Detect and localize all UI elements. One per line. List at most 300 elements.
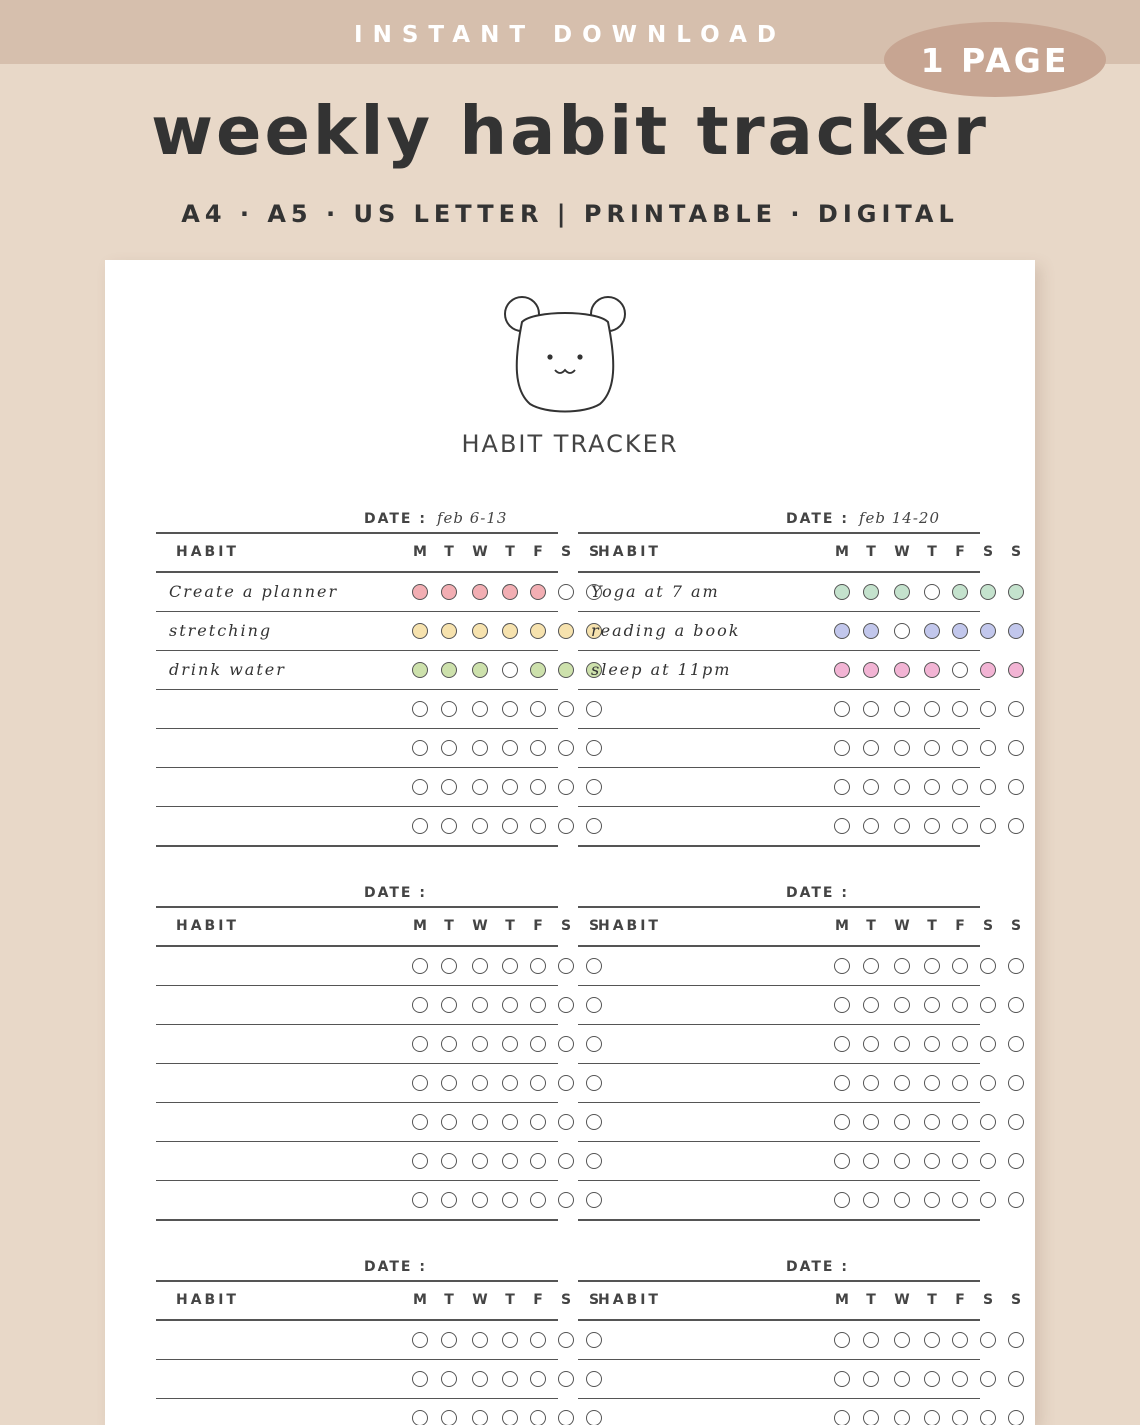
day-header: W	[894, 544, 910, 560]
habit-check-circle[interactable]	[441, 1371, 457, 1387]
habit-check-circle[interactable]	[894, 584, 910, 600]
habit-check-circle[interactable]	[1008, 997, 1024, 1013]
habit-column-header: HABIT	[598, 1292, 661, 1308]
habit-check-circle[interactable]	[980, 662, 996, 678]
habit-check-circle[interactable]	[952, 623, 968, 639]
page-title: weekly habit tracker	[151, 92, 989, 170]
habit-check-circle[interactable]	[412, 1371, 428, 1387]
habit-check-circle[interactable]	[924, 1192, 940, 1208]
habit-check-circle[interactable]	[530, 1371, 546, 1387]
habit-check-circle[interactable]	[441, 584, 457, 600]
habit-check-circle[interactable]	[472, 997, 488, 1013]
date-value[interactable]: feb 6-13	[436, 509, 508, 527]
habit-check-circle[interactable]	[924, 1371, 940, 1387]
habit-check-circle[interactable]	[894, 1192, 910, 1208]
day-header: S	[588, 918, 600, 934]
habit-check-circle[interactable]	[441, 1192, 457, 1208]
habit-check-circle[interactable]	[502, 1075, 518, 1091]
habit-check-circle[interactable]	[530, 1192, 546, 1208]
habit-check-circle[interactable]	[894, 1075, 910, 1091]
habit-name[interactable]: sleep at 11pm	[591, 660, 732, 679]
habit-check-circle[interactable]	[952, 1192, 968, 1208]
habit-check-circle[interactable]	[472, 623, 488, 639]
habit-check-circle[interactable]	[1008, 740, 1024, 756]
habit-check-circle[interactable]	[502, 997, 518, 1013]
habit-table	[156, 906, 600, 1221]
habit-column-header: HABIT	[176, 1292, 239, 1308]
habit-check-circle[interactable]	[952, 1332, 968, 1348]
habit-row	[156, 947, 558, 986]
habit-check-circle[interactable]	[502, 662, 518, 678]
habit-check-circle[interactable]	[834, 584, 850, 600]
habit-check-circle[interactable]	[472, 1332, 488, 1348]
habit-check-circle[interactable]	[412, 701, 428, 717]
day-header: W	[472, 918, 488, 934]
habit-check-circle[interactable]	[834, 662, 850, 678]
habit-check-circle[interactable]	[924, 1114, 940, 1130]
habit-check-circle[interactable]	[502, 958, 518, 974]
habit-check-circle[interactable]	[558, 1332, 574, 1348]
habit-check-circle[interactable]	[894, 1332, 910, 1348]
habit-check-circle[interactable]	[472, 818, 488, 834]
habit-check-circle[interactable]	[863, 1036, 879, 1052]
habit-row	[578, 807, 980, 845]
habit-check-circle[interactable]	[412, 1332, 428, 1348]
habit-check-circle[interactable]	[412, 1075, 428, 1091]
day-header: T	[505, 1292, 515, 1308]
habit-check-circle[interactable]	[558, 818, 574, 834]
habit-row	[578, 986, 980, 1025]
habit-check-circle[interactable]	[472, 1114, 488, 1130]
habit-check-circle[interactable]	[1008, 1153, 1024, 1169]
habit-check-circle[interactable]	[502, 1153, 518, 1169]
date-label: DATE :	[786, 885, 849, 901]
habit-check-circle[interactable]	[952, 779, 968, 795]
habit-check-circle[interactable]	[894, 1114, 910, 1130]
habit-check-circle[interactable]	[472, 662, 488, 678]
date-label: DATE :	[786, 1259, 849, 1275]
habit-check-circle[interactable]	[530, 1410, 546, 1425]
habit-check-circle[interactable]	[863, 623, 879, 639]
habit-check-circle[interactable]	[834, 818, 850, 834]
habit-check-circle[interactable]	[924, 662, 940, 678]
habit-check-circle[interactable]	[558, 701, 574, 717]
habit-check-circle[interactable]	[894, 818, 910, 834]
habit-row	[578, 1399, 980, 1425]
habit-check-circle[interactable]	[412, 584, 428, 600]
habit-check-circle[interactable]	[834, 740, 850, 756]
habit-row	[578, 573, 980, 612]
day-header: F	[533, 1292, 543, 1308]
habit-name[interactable]: Create a planner	[169, 582, 339, 601]
habit-check-circle[interactable]	[980, 1410, 996, 1425]
habit-check-circle[interactable]	[502, 740, 518, 756]
habit-row	[156, 1181, 558, 1219]
habit-check-circle[interactable]	[530, 958, 546, 974]
habit-check-circle[interactable]	[472, 1410, 488, 1425]
habit-check-circle[interactable]	[558, 623, 574, 639]
habit-check-circle[interactable]	[502, 1036, 518, 1052]
habit-check-circle[interactable]	[502, 1371, 518, 1387]
habit-check-circle[interactable]	[980, 818, 996, 834]
habit-check-circle[interactable]	[412, 662, 428, 678]
header-row	[156, 1282, 600, 1321]
habit-check-circle[interactable]	[863, 662, 879, 678]
habit-table	[578, 532, 1022, 847]
habit-check-circle[interactable]	[472, 1192, 488, 1208]
habit-check-circle[interactable]	[412, 958, 428, 974]
habit-check-circle[interactable]	[502, 1192, 518, 1208]
habit-check-circle[interactable]	[863, 1153, 879, 1169]
habit-check-circle[interactable]	[952, 662, 968, 678]
habit-check-circle[interactable]	[1008, 1332, 1024, 1348]
habit-check-circle[interactable]	[980, 701, 996, 717]
habit-check-circle[interactable]	[980, 740, 996, 756]
printable-sheet	[105, 260, 1035, 1425]
habit-check-circle[interactable]	[502, 701, 518, 717]
day-header: W	[894, 1292, 910, 1308]
habit-check-circle[interactable]	[980, 1153, 996, 1169]
habit-check-circle[interactable]	[530, 662, 546, 678]
habit-check-circle[interactable]	[952, 1153, 968, 1169]
habit-check-circle[interactable]	[980, 997, 996, 1013]
day-header: T	[444, 544, 454, 560]
habit-check-circle[interactable]	[924, 1410, 940, 1425]
habit-table	[578, 906, 1022, 1221]
habit-check-circle[interactable]	[502, 1410, 518, 1425]
habit-check-circle[interactable]	[1008, 1036, 1024, 1052]
habit-table	[578, 1280, 1022, 1425]
habit-check-circle[interactable]	[834, 1114, 850, 1130]
habit-check-circle[interactable]	[952, 1075, 968, 1091]
habit-check-circle[interactable]	[834, 779, 850, 795]
habit-check-circle[interactable]	[924, 701, 940, 717]
habit-check-circle[interactable]	[980, 1371, 996, 1387]
habit-check-circle[interactable]	[924, 1075, 940, 1091]
habit-check-circle[interactable]	[558, 1036, 574, 1052]
habit-check-circle[interactable]	[834, 1410, 850, 1425]
habit-check-circle[interactable]	[894, 1153, 910, 1169]
habit-check-circle[interactable]	[441, 701, 457, 717]
habit-check-circle[interactable]	[412, 1153, 428, 1169]
day-header: F	[533, 918, 543, 934]
habit-check-circle[interactable]	[502, 779, 518, 795]
day-header: S	[588, 1292, 600, 1308]
habit-name[interactable]: drink water	[169, 660, 286, 679]
day-header: W	[472, 1292, 488, 1308]
habit-check-circle[interactable]	[924, 740, 940, 756]
date-line	[786, 506, 940, 530]
habit-check-circle[interactable]	[558, 1371, 574, 1387]
header-row	[156, 534, 600, 573]
day-header: F	[955, 918, 965, 934]
habit-column-header: HABIT	[176, 544, 239, 560]
habit-check-circle[interactable]	[1008, 818, 1024, 834]
habit-check-circle[interactable]	[924, 958, 940, 974]
day-header: M	[835, 1292, 849, 1308]
habit-check-circle[interactable]	[980, 584, 996, 600]
habit-check-circle[interactable]	[412, 1192, 428, 1208]
habit-check-circle[interactable]	[863, 818, 879, 834]
date-line	[364, 1254, 437, 1278]
habit-check-circle[interactable]	[441, 997, 457, 1013]
habit-row	[578, 1360, 980, 1399]
habit-check-circle[interactable]	[834, 1371, 850, 1387]
header-row	[578, 534, 1022, 573]
habit-check-circle[interactable]	[863, 1332, 879, 1348]
habit-check-circle[interactable]	[863, 1410, 879, 1425]
habit-check-circle[interactable]	[980, 1192, 996, 1208]
habit-check-circle[interactable]	[412, 997, 428, 1013]
habit-check-circle[interactable]	[834, 997, 850, 1013]
habit-check-circle[interactable]	[502, 818, 518, 834]
habit-check-circle[interactable]	[980, 958, 996, 974]
habit-table	[156, 1280, 600, 1425]
habit-row	[156, 1103, 558, 1142]
habit-check-circle[interactable]	[863, 1192, 879, 1208]
habit-check-circle[interactable]	[530, 1114, 546, 1130]
habit-check-circle[interactable]	[924, 779, 940, 795]
habit-name[interactable]: reading a book	[591, 621, 741, 640]
habit-check-circle[interactable]	[558, 779, 574, 795]
habit-check-circle[interactable]	[441, 1410, 457, 1425]
habit-check-circle[interactable]	[952, 701, 968, 717]
day-header: S	[560, 1292, 572, 1308]
habit-check-circle[interactable]	[412, 1114, 428, 1130]
habit-check-circle[interactable]	[863, 958, 879, 974]
habit-check-circle[interactable]	[1008, 1114, 1024, 1130]
habit-table	[156, 532, 600, 847]
habit-check-circle[interactable]	[1008, 958, 1024, 974]
day-header: S	[1010, 544, 1022, 560]
habit-check-circle[interactable]	[472, 1075, 488, 1091]
habit-check-circle[interactable]	[530, 740, 546, 756]
habit-check-circle[interactable]	[863, 1075, 879, 1091]
habit-row	[156, 573, 558, 612]
habit-check-circle[interactable]	[1008, 662, 1024, 678]
habit-check-circle[interactable]	[472, 1371, 488, 1387]
habit-check-circle[interactable]	[472, 1153, 488, 1169]
habit-check-circle[interactable]	[952, 740, 968, 756]
habit-check-circle[interactable]	[924, 818, 940, 834]
habit-check-circle[interactable]	[441, 1114, 457, 1130]
habit-check-circle[interactable]	[558, 958, 574, 974]
habit-check-circle[interactable]	[952, 997, 968, 1013]
habit-check-circle[interactable]	[1008, 1371, 1024, 1387]
habit-check-circle[interactable]	[412, 818, 428, 834]
habit-check-circle[interactable]	[472, 740, 488, 756]
habit-check-circle[interactable]	[441, 1075, 457, 1091]
habit-check-circle[interactable]	[502, 1332, 518, 1348]
habit-check-circle[interactable]	[412, 740, 428, 756]
habit-check-circle[interactable]	[472, 701, 488, 717]
habit-check-circle[interactable]	[834, 701, 850, 717]
habit-check-circle[interactable]	[952, 1371, 968, 1387]
habit-check-circle[interactable]	[834, 1036, 850, 1052]
habit-check-circle[interactable]	[502, 1114, 518, 1130]
habit-check-circle[interactable]	[558, 1114, 574, 1130]
format-subtitle: A4 · A5 · US LETTER | PRINTABLE · DIGITAL	[181, 200, 959, 228]
habit-check-circle[interactable]	[980, 623, 996, 639]
date-line	[786, 880, 859, 904]
day-header: S	[982, 544, 994, 560]
habit-row	[156, 1025, 558, 1064]
habit-check-circle[interactable]	[472, 958, 488, 974]
habit-row	[578, 690, 980, 729]
habit-check-circle[interactable]	[441, 779, 457, 795]
day-header: W	[472, 544, 488, 560]
habit-check-circle[interactable]	[894, 1371, 910, 1387]
habit-check-circle[interactable]	[441, 958, 457, 974]
habit-check-circle[interactable]	[441, 662, 457, 678]
habit-check-circle[interactable]	[924, 997, 940, 1013]
habit-check-circle[interactable]	[894, 662, 910, 678]
habit-row	[156, 612, 558, 651]
habit-row	[578, 1064, 980, 1103]
day-header: T	[444, 918, 454, 934]
day-header: M	[413, 544, 427, 560]
habit-check-circle[interactable]	[863, 584, 879, 600]
habit-check-circle[interactable]	[412, 1410, 428, 1425]
habit-check-circle[interactable]	[1008, 1410, 1024, 1425]
habit-check-circle[interactable]	[894, 701, 910, 717]
habit-check-circle[interactable]	[863, 779, 879, 795]
habit-check-circle[interactable]	[924, 623, 940, 639]
habit-check-circle[interactable]	[558, 662, 574, 678]
habit-check-circle[interactable]	[1008, 584, 1024, 600]
habit-check-circle[interactable]	[894, 740, 910, 756]
habit-check-circle[interactable]	[863, 1114, 879, 1130]
day-header: S	[1010, 1292, 1022, 1308]
habit-row	[156, 1142, 558, 1181]
habit-check-circle[interactable]	[530, 584, 546, 600]
habit-check-circle[interactable]	[502, 584, 518, 600]
habit-row	[578, 1321, 980, 1360]
habit-check-circle[interactable]	[441, 818, 457, 834]
day-header: F	[955, 544, 965, 560]
habit-check-circle[interactable]	[472, 1036, 488, 1052]
habit-check-circle[interactable]	[530, 779, 546, 795]
habit-check-circle[interactable]	[472, 779, 488, 795]
habit-check-circle[interactable]	[952, 958, 968, 974]
habit-check-circle[interactable]	[530, 1332, 546, 1348]
habit-row	[156, 986, 558, 1025]
habit-check-circle[interactable]	[558, 1075, 574, 1091]
habit-check-circle[interactable]	[530, 1075, 546, 1091]
habit-check-circle[interactable]	[530, 701, 546, 717]
habit-column-header: HABIT	[598, 544, 661, 560]
habit-check-circle[interactable]	[924, 1153, 940, 1169]
habit-check-circle[interactable]	[530, 1036, 546, 1052]
habit-check-circle[interactable]	[441, 1036, 457, 1052]
day-header: T	[927, 1292, 937, 1308]
habit-check-circle[interactable]	[412, 623, 428, 639]
day-header: M	[413, 918, 427, 934]
habit-check-circle[interactable]	[530, 818, 546, 834]
habit-check-circle[interactable]	[558, 1153, 574, 1169]
habit-check-circle[interactable]	[952, 818, 968, 834]
habit-check-circle[interactable]	[412, 779, 428, 795]
habit-name[interactable]: Yoga at 7 am	[591, 582, 720, 601]
habit-check-circle[interactable]	[530, 1153, 546, 1169]
habit-check-circle[interactable]	[834, 1332, 850, 1348]
habit-check-circle[interactable]	[1008, 1192, 1024, 1208]
habit-check-circle[interactable]	[558, 740, 574, 756]
habit-check-circle[interactable]	[558, 1410, 574, 1425]
habit-check-circle[interactable]	[1008, 779, 1024, 795]
habit-check-circle[interactable]	[894, 997, 910, 1013]
habit-check-circle[interactable]	[834, 958, 850, 974]
habit-check-circle[interactable]	[863, 997, 879, 1013]
habit-check-circle[interactable]	[894, 1410, 910, 1425]
habit-check-circle[interactable]	[952, 1114, 968, 1130]
day-header: M	[835, 544, 849, 560]
day-header: M	[413, 1292, 427, 1308]
habit-check-circle[interactable]	[472, 584, 488, 600]
habit-check-circle[interactable]	[558, 1192, 574, 1208]
habit-check-circle[interactable]	[834, 1153, 850, 1169]
habit-check-circle[interactable]	[952, 1410, 968, 1425]
habit-row	[156, 729, 558, 768]
habit-check-circle[interactable]	[952, 1036, 968, 1052]
habit-name[interactable]: stretching	[169, 621, 273, 640]
header-row	[156, 908, 600, 947]
date-line	[364, 880, 437, 904]
habit-check-circle[interactable]	[1008, 623, 1024, 639]
habit-check-circle[interactable]	[1008, 701, 1024, 717]
habit-check-circle[interactable]	[863, 740, 879, 756]
habit-check-circle[interactable]	[834, 1192, 850, 1208]
habit-row	[156, 1064, 558, 1103]
habit-check-circle[interactable]	[530, 623, 546, 639]
day-header: T	[866, 1292, 876, 1308]
habit-check-circle[interactable]	[502, 623, 518, 639]
habit-check-circle[interactable]	[558, 997, 574, 1013]
day-header: S	[1010, 918, 1022, 934]
habit-check-circle[interactable]	[558, 584, 574, 600]
habit-check-circle[interactable]	[980, 1036, 996, 1052]
habit-check-circle[interactable]	[980, 779, 996, 795]
habit-check-circle[interactable]	[441, 740, 457, 756]
habit-check-circle[interactable]	[863, 1371, 879, 1387]
habit-check-circle[interactable]	[894, 623, 910, 639]
habit-check-circle[interactable]	[924, 1036, 940, 1052]
habit-row	[156, 1399, 558, 1425]
habit-check-circle[interactable]	[980, 1075, 996, 1091]
habit-check-circle[interactable]	[924, 584, 940, 600]
habit-check-circle[interactable]	[980, 1114, 996, 1130]
habit-check-circle[interactable]	[530, 997, 546, 1013]
habit-check-circle[interactable]	[980, 1332, 996, 1348]
header-row	[578, 1282, 1022, 1321]
habit-check-circle[interactable]	[894, 958, 910, 974]
habit-check-circle[interactable]	[863, 701, 879, 717]
habit-check-circle[interactable]	[894, 1036, 910, 1052]
habit-check-circle[interactable]	[412, 1036, 428, 1052]
habit-check-circle[interactable]	[441, 1332, 457, 1348]
date-value[interactable]: feb 14-20	[858, 509, 941, 527]
habit-check-circle[interactable]	[834, 1075, 850, 1091]
habit-check-circle[interactable]	[441, 1153, 457, 1169]
habit-check-circle[interactable]	[1008, 1075, 1024, 1091]
day-header: F	[955, 1292, 965, 1308]
habit-check-circle[interactable]	[894, 779, 910, 795]
habit-check-circle[interactable]	[834, 623, 850, 639]
habit-check-circle[interactable]	[924, 1332, 940, 1348]
habit-check-circle[interactable]	[952, 584, 968, 600]
habit-check-circle[interactable]	[441, 623, 457, 639]
day-header: F	[533, 544, 543, 560]
